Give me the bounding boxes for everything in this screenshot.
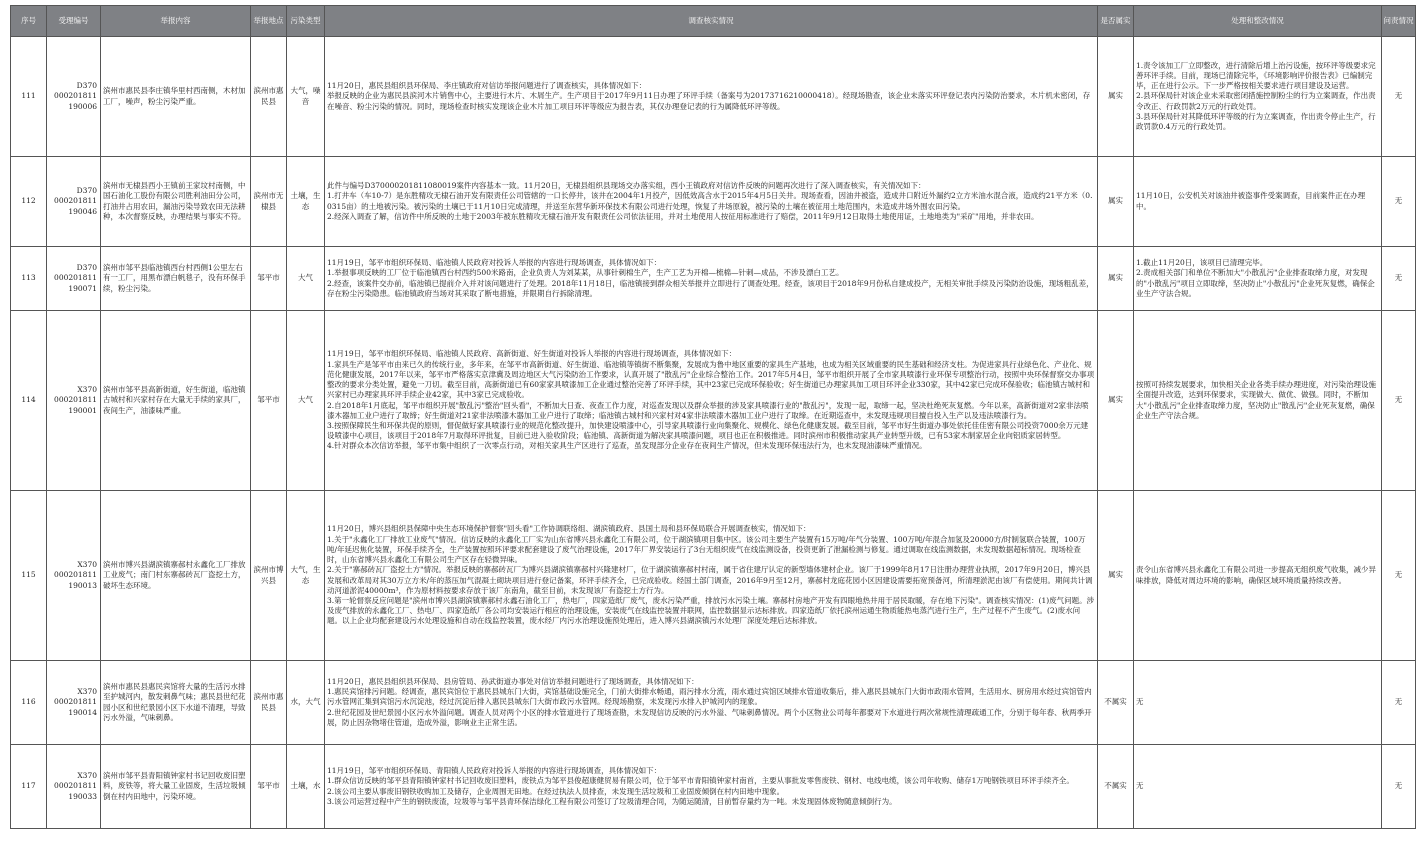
header-handling: 处理和整改情况	[1134, 6, 1382, 37]
cell-type: 土壤，水	[287, 745, 325, 829]
cell-handling: 1.责令该加工厂立即整改，进行清除后增上治污设施，按环评等级要求完善环评手续。目前，现场已清除完毕，《环境影响评价报告表》已编制完毕，正在进行公示。下一步严格按相关要求进行项目建设及运营。 2.县环保局针对该企业未采取密闭措施控制粉尘的行为立案调查，作出责令改正、行政罚款2万元的行政处罚。 3.县环保局针对其降低环评等级的行为立案调查，作出责令停止生产，行政罚款0.4万元的行政处罚。	[1134, 37, 1382, 157]
cell-id: D370 000201811 190006	[47, 37, 101, 157]
cell-investigation: 11月20日，博兴县组织县保障中央生态环境保护督察"回头看"工作协调联络组、湖滨镇政府、县国土局和县环保局联合开展调查核实，情况如下： 1.关于"永鑫化工厂排放工业废气"情况。信访反映的永鑫化工厂实为山东省博兴县永鑫化工有限公司，位于湖滨镇项目集中区。该公司主要生产装置有15万吨/年气分装置、100万吨/年混合加氢及20000方/时制氢联合装置，100万吨/年延迟焦化装置，环保手续齐全，生产装置按照环评要求配套建设了废气治理设施，2017年厂界安装运行了3台无组织废气在线监测设备，投资更新了泄漏检测与修复。通过调取在线监测数据，未发现数据超标情况。现场检查时，山东省博兴县永鑫化工有限公司生产区存在轻微异味。 2.关于"寨郝砖瓦厂盗挖土方"情况。举报反映的寨郝砖瓦厂为博兴县湖滨镇寨郝村兴隆建材厂，位于湖滨镇寨郝村村南，属于省住建厅认定的新型墙体建材企业。该厂于1999年8月17日注册办理营业执照，2017年9月20日，博兴县发展和改革局对其30万立方米/年的蒸压加气混凝土砌块项目进行登记备案，环评手续齐全，已完成验收。经国土部门调查，2016年9月至12月，寨郝村龙庭花园小区因建设需要拓宽预备河，所清理淤泥由该厂有偿使用。期间共计调动河道淤泥40000m³，作为原材料按要求存放于该厂东南角，截至目前，未发现该厂有盗挖土方行为。 3.第一轮督察反应问题是"滨州市博兴县湖滨镇寨郝村永鑫石油化工厂，热电厂，四家造纸厂废气，废水污染严重，排放污水污染土壤。寨郝村房地产开发有四眼地热井用于居民取暖，存在地下污染"。调查核实情况：(1)废气问题。涉及废气排放的永鑫化工厂、热电厂、四家造纸厂各公司均安装运行相应的治理设施，安装废气在线监控装置并联网，监控数据显示达标排放。四家造纸厂依托滨州运通生物质能热电蒸汽进行生产，生产过程不产生废气。(2)废水问题。以上企业均配套建设污水处理设施和自动在线监控装置，废水经厂内污水治理设施预处理后，进入博兴县湖滨镇污水处理厂深度处理后达标排放。	[325, 491, 1098, 661]
cell-seq: 114	[11, 311, 47, 491]
cell-accountability: 无	[1382, 37, 1416, 157]
cell-handling: 无	[1134, 745, 1382, 829]
cell-location: 滨州市惠民县	[251, 661, 287, 745]
cell-seq: 116	[11, 661, 47, 745]
cell-location: 邹平市	[251, 745, 287, 829]
cell-handling: 无	[1134, 661, 1382, 745]
cell-content: 滨州市博兴县湖滨镇寨郝村永鑫化工厂排放工业废气；南门村东寨郝砖瓦厂盗挖土方，破坏生态环境。	[101, 491, 251, 661]
cell-id: D370 000201811 190046	[47, 157, 101, 247]
cell-verified: 属实	[1098, 491, 1134, 661]
cell-type: 土壤，生态	[287, 157, 325, 247]
cell-content: 滨州市惠民县惠民宾馆将大量的生活污水排至护城河内，散发刺鼻气味；惠民县世纪花园小区和世纪景园小区下水道不清理，导致污水外溢，气味刺鼻。	[101, 661, 251, 745]
cell-content: 滨州市邹平县高新街道，好生街道，临池镇古城村和兴家村存在大量无手续的家具厂，夜间生产，油漆味严重。	[101, 311, 251, 491]
cell-investigation: 11月19日，邹平市组织环保局、临池镇人民政府对投诉人举报的内容进行现场调查，具体情况如下： 1.举报事项反映的工厂位于临池镇西台村西约500米路南，企业负责人为刘某某，从事针刺棉生产，生产工艺为开棉—梳棉—针刺—成品，不涉及漂白工艺。 2.经查，该案件交办前，临池镇已提前介入并对该问题进行了处理。2018年11月18日，临池镇接到群众相关举报并立即进行了调查处理。经查，该项目于2018年9月份私自建成投产，无相关审批手续及污染防治设施，现场粗乱差，存在粉尘污染隐患。临池镇政府当场对其采取了断电措施，并限期自行拆除清理。	[325, 247, 1098, 311]
cell-type: 大气	[287, 311, 325, 491]
cell-id: X370 000201811 190014	[47, 661, 101, 745]
cell-seq: 115	[11, 491, 47, 661]
cell-id: X370 000201811 190013	[47, 491, 101, 661]
table-row	[11, 491, 1416, 661]
cell-handling: 按照可持续发展要求，加快相关企业各类手续办理进度，对污染治理设施全面提升改造，达到环保要求，实现做大、做优、做强。同时，不断加大"小散乱污"企业排查取缔力度，坚决防止"散乱污"企业死灰复燃，确保企业生产守法合规。	[1134, 311, 1382, 491]
cell-investigation: 11月19日，邹平市组织环保局、青阳镇人民政府对投诉人举报的内容进行现场调查，具体情况如下： 1.群众信访反映的邹平县青阳镇钟家村书记回收废旧塑料，废铁点为邹平县俊超康健贸易有限公司，位于邹平市青阳镇钟家村南首，主要从事批发零售废铁、钢材、电线电缆，该公司年收购、储存1万吨钢铁项目环评手续齐全。 2.该公司主要从事废旧钢铁收购加工及储存，企业周围无田地。在经过执法人员排查，未发现生活垃圾和工业固废倾倒在村内田地中现象。 3.该公司运营过程中产生的钢铁废渣，垃圾等与邹平县青环保洁绿化工程有限公司签订了垃圾清理合同，为随运随清，目前暂存量约为一吨。未发现固体废物随意倾倒行为。	[325, 745, 1098, 829]
header-verified: 是否属实	[1098, 6, 1134, 37]
cell-handling: 1.截止11月20日，该项目已清理完毕。 2.责成相关部门和单位不断加大"小散乱污"企业排查取缔力度，对发现的"小散乱污"项目立即取缔，坚决防止"小散乱污"企业死灰复燃，确保企业生产守法合规。	[1134, 247, 1382, 311]
cell-location: 邹平市	[251, 247, 287, 311]
cell-verified: 不属实	[1098, 661, 1134, 745]
cell-seq: 113	[11, 247, 47, 311]
cell-location: 滨州市惠民县	[251, 37, 287, 157]
header-accountability: 问责情况	[1382, 6, 1416, 37]
table-row	[11, 661, 1416, 745]
cell-seq: 112	[11, 157, 47, 247]
table-row	[11, 745, 1416, 829]
cell-accountability: 无	[1382, 247, 1416, 311]
cell-seq: 111	[11, 37, 47, 157]
cell-content: 滨州市无棣县西小王镇前王家坟村南侧，中国石油化工股份有限公司胜利油田分公司，打油井占用农田，漏油污染导致农田无法耕种，本次督察反映，办理结果与事实不符。	[101, 157, 251, 247]
header-investigation: 调查核实情况	[325, 6, 1098, 37]
cell-investigation: 此件与编号D370000201811080019案件内容基本一致。11月20日，无棣县组织县现场交办落实组，西小王镇政府对信访件反映的问题再次进行了深入调查核实，有关情况如下： 1.打井车（车10-7）是东胜精攻无棣石油开发有限责任公司管辖的一口长停井，该井在2004年1月投产，因低效高含水于2015年4月5日关井。现场查看，因油井被盗，造成井口附近外漏约2立方米油水混合液，造成约21平方米（0.0315亩）的土地被污染。被污染的土壤已于11月10日完成清理，并送至东营华新环保技术有限公司进行处理，恢复了井场原貌，被污染的土壤在被征用土地范围内，未造成井场外围农田污染。 2.经深入调查了解，信访件中所反映的土地于2003年被东胜精攻无棣石油开发有限责任公司依法征用，并对土地使用人按征用标准进行了赔偿，2011年9月12日取得土地使用证，土地地类为"采矿"用地，并非农田。	[325, 157, 1098, 247]
table-row	[11, 157, 1416, 247]
cell-accountability: 无	[1382, 157, 1416, 247]
cell-type: 大气，生态	[287, 491, 325, 661]
cell-content: 滨州市惠民县李庄镇华里村西南侧，木材加工厂，噪声，粉尘污染严重。	[101, 37, 251, 157]
cell-accountability: 无	[1382, 311, 1416, 491]
cell-content: 滨州市邹平县青阳镇钟家村书记回收废旧塑料，废铁等，将大量工业固废，生活垃圾倾倒在村内田地中，污染环境。	[101, 745, 251, 829]
table-row	[11, 311, 1416, 491]
report-table-wrapper	[10, 5, 1415, 829]
cell-id: D370 000201811 190071	[47, 247, 101, 311]
cell-location: 邹平市	[251, 311, 287, 491]
cell-verified: 属实	[1098, 37, 1134, 157]
cell-content: 滨州市邹平县临池镇西台村西侧1公里左右有一工厂，用黑布漂白帆毯子，没有环保手续，粉尘污染。	[101, 247, 251, 311]
cell-id: X370 000201811 190001	[47, 311, 101, 491]
header-id: 受理编号	[47, 6, 101, 37]
cell-investigation: 11月19日，邹平市组织环保局、临池镇人民政府、高新街道、好生街道对投诉人举报的内容进行现场调查，具体情况如下： 1.家具生产是邹平市由来已久的传统行业，多年来，在邹平市高新街道、好生街道、临池镇等镇街不断集聚，发展成为鲁中地区重要的家具生产基地，也成为相关区域重要的民生基础和经济支柱。为促进家具行业绿色化、产业化、规范化健康发展，2017年以来，邹平市严格落实京津冀及周边地区大气污染防治工作要求，认真开展了"散乱污"企业综合整治工作。2017年5月4日，邹平市组织开展了全市家具喷漆行业环保专项整治行动，按照中央环保督察交办事项整改的要求分类处置，避免一刀切。截至目前，高新街道已有60家家具喷漆加工企业通过整治完善了环评手续，其中23家已完成环保验收；好生街道已办理家具加工项目环评企业330家，其中42家已完成环保验收；临池镇古城村和兴家村已办理家具环评手续企业42家，其中3家已完成验收。 2.自2018年1月底起，邹平市组织开展"散乱污"整治"回头看"，不断加大日查、夜查工作力度，对巡查发现以及群众举报的涉及家具喷漆行业的"散乱污"，发现一起，取缔一起，坚决杜绝死灰复燃。今年以来，高新街道对2家非法喷漆木器加工业户进行了取缔；好生街道对21家非法喷漆木器加工业户进行了取缔；临池镇古城村和兴家村对4家非法喷漆木器加工业户进行了取缔。在近期巡查中，未发现违规项目擅自投入生产以及违法喷漆行为。 3.按照保障民生和环保共促的原则，督促做好家具喷漆行业的规范化整改提升，加快建设喷漆中心，引导家具喷漆行业向集聚化、规模化、绿色化健康发展。截至目前，邹平市好生街道办事处依托佳佳密有限公司投资7000余万元建设喷漆中心项目，该项目于2018年7月取得环评批复，目前已进入验收阶段；临池镇、高新街道为解决家具喷漆问题，项目也正在积极推进。同时滨州市积极推动家具产业转型升级，已有53家木制家居企业向铝质家居转型。 4.针对群众本次信访举报，邹平市集中组织了一次零点行动，对相关家具生产区进行了巡查，虽发现部分企业存在夜间生产情况，但未发现环保违法行为，也未发现油漆味严重情况。	[325, 311, 1098, 491]
report-table	[10, 5, 1416, 829]
cell-accountability: 无	[1382, 661, 1416, 745]
table-header-row	[11, 6, 1416, 37]
cell-accountability: 无	[1382, 745, 1416, 829]
header-seq: 序号	[11, 6, 47, 37]
cell-type: 大气	[287, 247, 325, 311]
cell-type: 水，大气	[287, 661, 325, 745]
cell-investigation: 11月20日，惠民县组织县环保局、县房管局、孙武街道办事处对信访举报问题进行了现场调查，具体情况如下： 1.惠民宾馆排污问题。经调查，惠民宾馆位于惠民县城东门大街，宾馆基础设施完全，门前大街排水畅通，雨污排水分流，雨水通过宾馆区域排水管道收集后，排入惠民县城东门大街市政雨水管网，生活用水、厨房用水经过宾馆管内污水管网汇集到宾馆污水沉淀池，经过沉淀后排入惠民县城东门大街市政污水管网。经现场勘察，未发现污水排入护城河内的现象。 2.世纪花园及世纪景园小区污水外溢问题。调查人员对两个小区的排水管道进行了现场查勘，未发现信访反映的污水外溢、气味刺鼻情况。两个小区物业公司每年都要对下水道进行两次常规性清理疏通工作，分别于每年春、秋两季开展，防止因杂物堵住管道，造成外溢，影响业主正常生活。	[325, 661, 1098, 745]
cell-id: X370 000201811 190033	[47, 745, 101, 829]
table-row	[11, 247, 1416, 311]
cell-verified: 不属实	[1098, 745, 1134, 829]
table-row	[11, 37, 1416, 157]
cell-handling: 11月10日，公安机关对该油井被盗事件受案调查，目前案件正在办理中。	[1134, 157, 1382, 247]
cell-seq: 117	[11, 745, 47, 829]
cell-type: 大气，噪音	[287, 37, 325, 157]
cell-location: 滨州市无棣县	[251, 157, 287, 247]
header-location: 举报地点	[251, 6, 287, 37]
cell-accountability: 无	[1382, 491, 1416, 661]
header-type: 污染类型	[287, 6, 325, 37]
cell-verified: 属实	[1098, 311, 1134, 491]
cell-location: 滨州市博兴县	[251, 491, 287, 661]
cell-verified: 属实	[1098, 157, 1134, 247]
cell-handling: 责令山东省博兴县永鑫化工有限公司进一步提高无组织废气收集，减少异味排放，降低对周边环境的影响，确保区域环境质量持续改善。	[1134, 491, 1382, 661]
header-content: 举报内容	[101, 6, 251, 37]
cell-verified: 属实	[1098, 247, 1134, 311]
cell-investigation: 11月20日，惠民县组织县环保局、李庄镇政府对信访举报问题进行了调查核实，具体情况如下： 举报反映的企业为惠民县滨河木片销售中心，主要进行木片、木屑生产。生产项目于2017年9月11日办理了环评手续（备案号为20173716210000418）。经现场勘查，该企业未落实环评登记表内污染防治要求，木片机未密闭，存在噪音、粉尘污染的情况。同时，现场检查时核实发现该企业木片加工项目环评等级应为报告表，其仅办理登记表的行为属降低环评等级。	[325, 37, 1098, 157]
